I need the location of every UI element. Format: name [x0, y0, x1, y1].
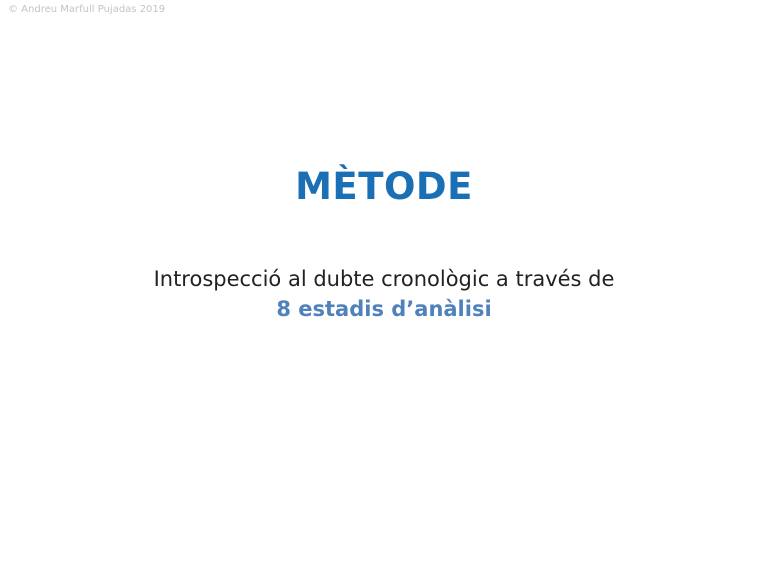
subtitle-highlight: 8 estadis d’anàlisi [276, 297, 492, 321]
subtitle-line: Introspecció al dubte cronològic a través de [153, 267, 615, 291]
slide-subtitle [0, 264, 768, 324]
slide-title: MÈTODE [295, 165, 473, 208]
copyright-notice: © Andreu Marfull Pujadas 2019 [8, 4, 166, 15]
